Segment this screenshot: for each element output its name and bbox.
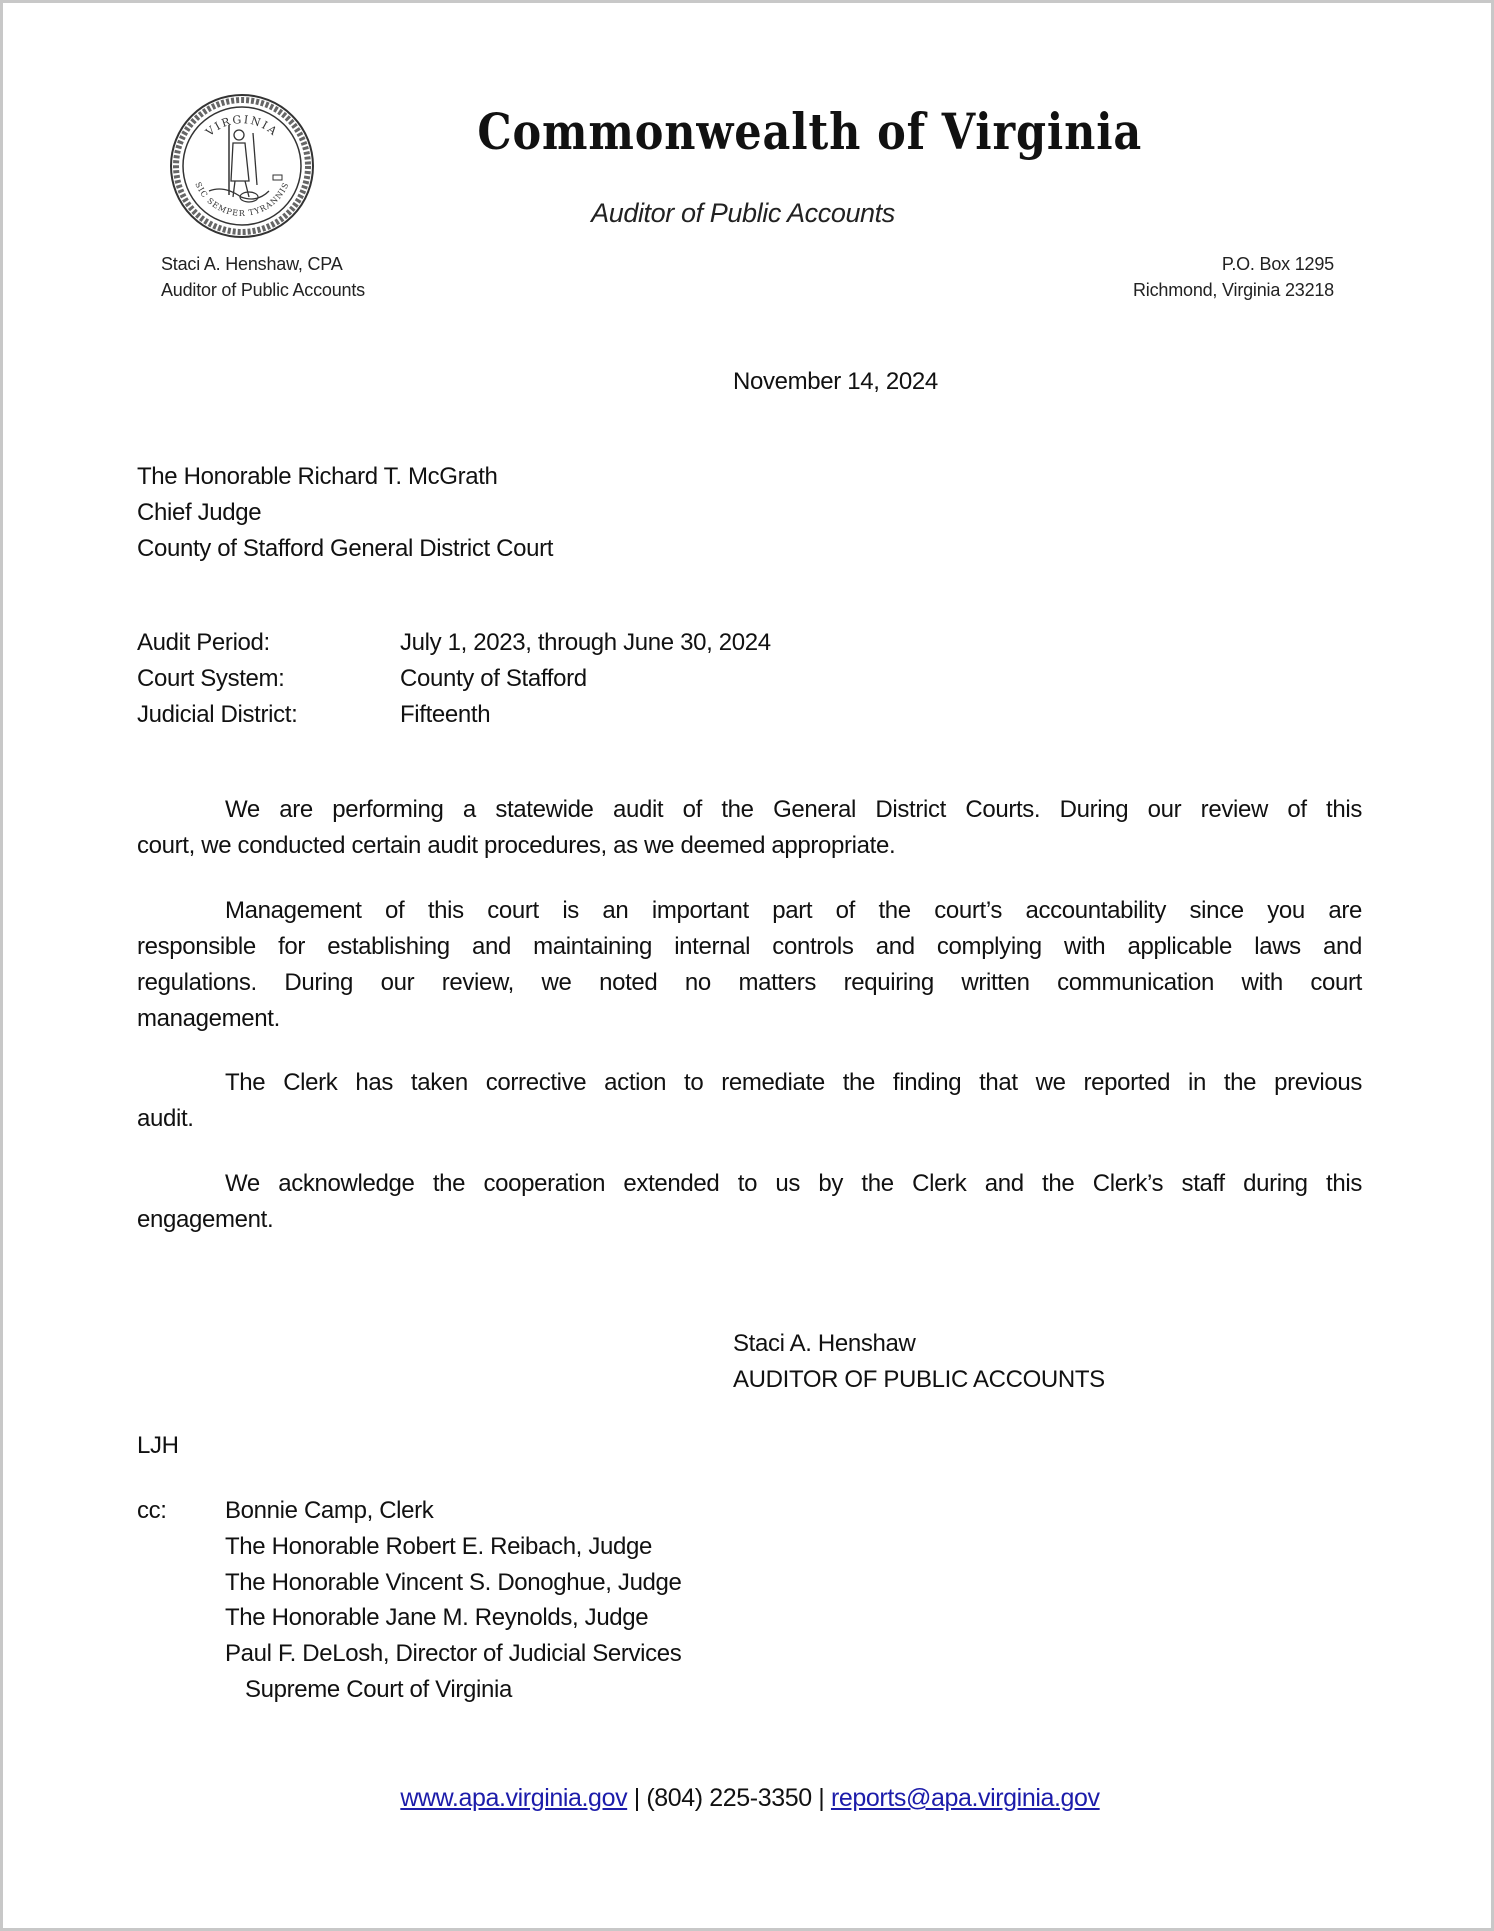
paragraph-4-line-1: We acknowledge the cooperation extended to us by the Clerk and the Clerk’s staff during this: [225, 1170, 1362, 1197]
svg-text:SIC SEMPER TYRANNIS: SIC SEMPER TYRANNIS: [193, 180, 291, 218]
cc-recipient: The Honorable Robert E. Reibach, Judge: [225, 1533, 652, 1560]
letterhead-subtitle: Auditor of Public Accounts: [591, 198, 895, 228]
cc-recipient: Bonnie Camp, Clerk: [225, 1497, 434, 1524]
court-system-label: Court System:: [137, 665, 285, 692]
website-link[interactable]: www.apa.virginia.gov: [400, 1784, 628, 1812]
paragraph-1-line-1: We are performing a statewide audit of the General District Courts. During our review of this: [225, 796, 1362, 823]
footer-separator: |: [633, 1784, 640, 1812]
paragraph-1-line-2: court, we conducted certain audit procedures, as we deemed appropriate.: [137, 832, 896, 859]
audit-period-value: July 1, 2023, through June 30, 2024: [400, 629, 771, 656]
paragraph-3-line-2: audit.: [137, 1105, 194, 1132]
po-box: P.O. Box 1295: [1221, 254, 1334, 274]
cc-label: cc:: [137, 1497, 167, 1524]
email-link[interactable]: reports@apa.virginia.gov: [830, 1784, 1100, 1812]
judicial-district-label: Judicial District:: [137, 701, 298, 728]
cc-recipient: Paul F. DeLosh, Director of Judicial Services: [225, 1640, 682, 1667]
cc-recipient: The Honorable Vincent S. Donoghue, Judge: [225, 1569, 682, 1596]
court-system-value: County of Stafford: [400, 665, 587, 692]
paragraph-3-line-1: The Clerk has taken corrective action to remediate the finding that we reported in the previous: [225, 1069, 1362, 1096]
addressee-title: Chief Judge: [137, 499, 262, 526]
cc-recipient: The Honorable Jane M. Reynolds, Judge: [225, 1604, 649, 1631]
signature-name: Staci A. Henshaw: [733, 1330, 916, 1357]
paragraph-4-line-2: engagement.: [137, 1206, 274, 1233]
audit-period-label: Audit Period:: [137, 629, 270, 656]
auditor-name: Staci A. Henshaw, CPA: [161, 254, 343, 274]
paragraph-2-line-1: Management of this court is an important part of the court’s accountability since you are: [225, 897, 1362, 924]
addressee-name: The Honorable Richard T. McGrath: [137, 463, 498, 490]
svg-text:VIRGINIA: VIRGINIA: [203, 113, 281, 139]
signature-title: AUDITOR OF PUBLIC ACCOUNTS: [733, 1366, 1105, 1393]
letterhead-title: Commonwealth of Virginia: [477, 102, 1143, 161]
virginia-state-seal-icon: [169, 93, 315, 239]
footer-separator: |: [818, 1784, 825, 1812]
footer-contact: [3, 1780, 1494, 1816]
paragraph-2-line-2: responsible for establishing and maintaining internal controls and complying with applicable laws and: [137, 933, 1362, 960]
typist-initials: LJH: [137, 1432, 179, 1459]
phone-number: (804) 225-3350: [646, 1784, 812, 1812]
paragraph-2-line-4: management.: [137, 1005, 280, 1032]
city-state-zip: Richmond, Virginia 23218: [1133, 280, 1334, 300]
addressee-court: County of Stafford General District Court: [137, 535, 554, 562]
auditor-title: Auditor of Public Accounts: [161, 280, 365, 300]
paragraph-2-line-3: regulations. During our review, we noted no matters requiring written communication with court: [137, 969, 1362, 996]
judicial-district-value: Fifteenth: [400, 701, 491, 728]
letter-date: November 14, 2024: [733, 368, 938, 395]
cc-recipient: Supreme Court of Virginia: [245, 1676, 512, 1703]
